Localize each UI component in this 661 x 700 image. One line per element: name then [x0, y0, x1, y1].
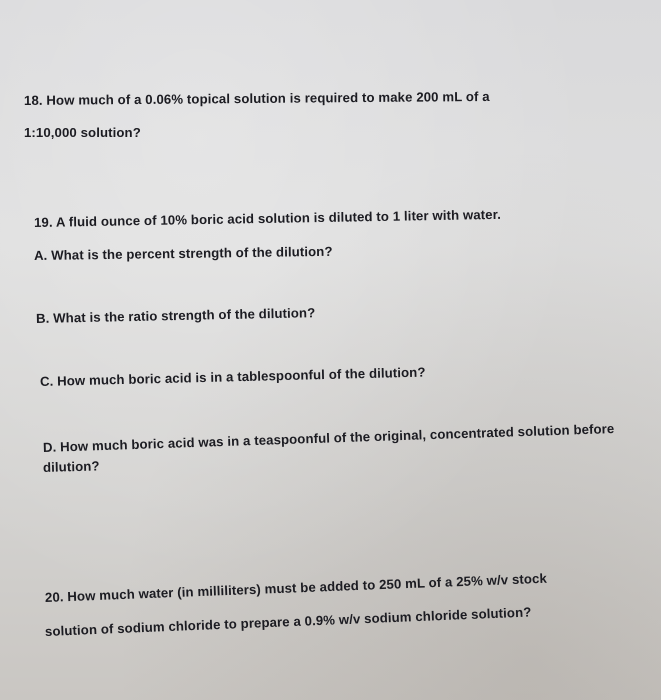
question-19-stem: 19. A fluid ounce of 10% boric acid solution is diluted to 1 liter with water. [33, 206, 502, 230]
question-19-part-b: B. What is the ratio strength of the dilution? [35, 305, 316, 326]
question-19-part-a: A. What is the percent strength of the dilution? [33, 243, 333, 263]
question-20-line-1: 20. How much water (in milliliters) must be added to 250 mL of a 25% w/v stock [44, 570, 548, 605]
question-19-part-c: C. How much boric acid is in a tablespoonful of the dilution? [39, 364, 426, 389]
question-18-line-2: 1:10,000 solution? [24, 125, 141, 140]
question-18-line-1: 18. How much of a 0.06% topical solution is required to make 200 mL of a [23, 88, 490, 108]
question-19-part-d-line-1: D. How much boric acid was in a teaspoonful of the original, concentrated solution before [42, 421, 615, 455]
question-20-line-2: solution of sodium chloride to prepare a 0.9% w/v sodium chloride solution? [44, 604, 532, 639]
question-19-part-d-line-2: dilution? [42, 458, 100, 475]
